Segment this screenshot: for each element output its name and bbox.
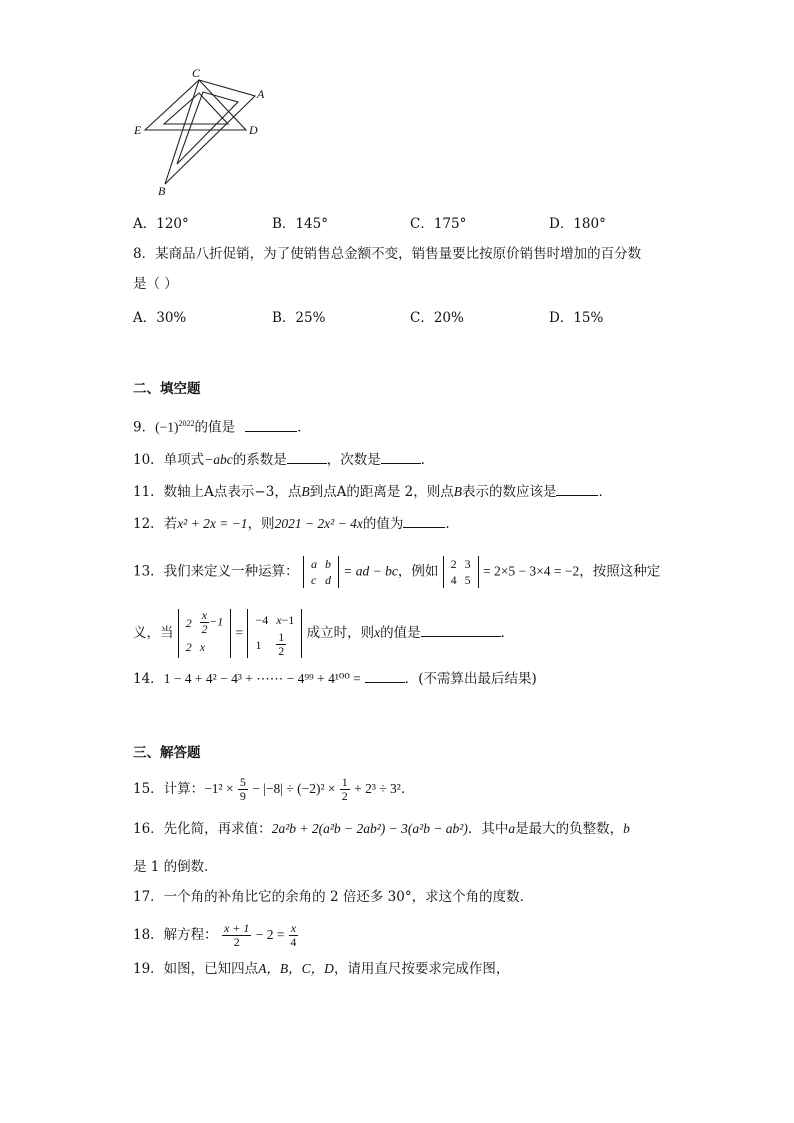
q11-t2: 到点A的距离是 2，则点 (309, 484, 454, 500)
q13-blank (421, 622, 501, 637)
q8-option-c: C．20% (410, 310, 464, 326)
q14 (133, 668, 537, 690)
q9-text: 的值是 (194, 419, 235, 436)
q19-text: 19．如图，已知四点 (133, 961, 259, 977)
q12: 12．若x² + 2x = −1，则2021 − 2x² − 4x的值为 ． (133, 513, 459, 535)
label-c: C (192, 66, 201, 80)
q16-var-a: a (508, 821, 516, 836)
q10-expr: −abc (204, 452, 233, 467)
q19-t2: ，请用直尺按要求完成作图， (333, 961, 510, 977)
q18-mid: − 2 = (255, 927, 285, 942)
label-e: E (134, 123, 142, 137)
q9-base: (−1) (155, 419, 179, 435)
q13-example-determinant: 2 3 4 5 (443, 556, 479, 588)
q8-line1: 8．某商品八折促销，为了使销售总金额不变，销售量要比按原价销售时增加的百分数 (133, 246, 642, 262)
q9-exp: 2022 (178, 419, 195, 428)
q12-blank (403, 513, 445, 528)
q13-num: 13．我们来定义一种运算： (133, 563, 299, 580)
q10-t2: ，次数是 (326, 452, 381, 468)
q12-expr1: x² + 2x = −1 (177, 516, 248, 531)
q12-t2: 的值为 (362, 516, 404, 532)
q14-blank (365, 668, 405, 683)
q8-option-d: D．15% (549, 310, 604, 326)
q18 (133, 922, 298, 949)
section-title-fill-in: 二、填空题 (133, 381, 201, 397)
q15-frac-2: $\frac{1}{2}$ (341, 775, 348, 803)
q12-expr2: 2021 − 2x² − 4x (274, 516, 363, 531)
q7-option-c: C．175° (410, 216, 467, 232)
q11: 11．数轴上A点表示−3，点B到点A的距离是 2，则点B表示的数应该是 ． (133, 481, 612, 503)
q11-point-b: B (301, 484, 310, 499)
label-a: A (257, 87, 265, 101)
q16-var-b: b (623, 821, 630, 836)
section-title-solve: 三、解答题 (133, 745, 201, 761)
q16-line1 (133, 818, 630, 840)
q13-example-rhs: = 2×5 − 3×4 = −2 (482, 563, 580, 579)
q13-def-rhs: = ad − bc (343, 563, 398, 579)
q13-right-determinant: −4 x−1 1 $\frac{1}{2}$ (247, 609, 302, 658)
q10-num: 10．单项式 (133, 452, 205, 468)
q19-points: A，B，C，D (258, 961, 334, 976)
q8-option-b: B．25% (272, 310, 326, 326)
q7-options (133, 212, 613, 234)
q15-expr-c: + 2³ ÷ 3²． (354, 781, 415, 796)
q15-expr-a: −1² × (204, 781, 234, 796)
label-d: D (249, 123, 258, 137)
q15-frac-1: $\frac{5}{9}$ (239, 775, 246, 803)
q12-num: 12．若 (133, 516, 178, 532)
q15 (133, 776, 414, 803)
q11-point-b2: B (453, 484, 462, 499)
triangle-ced-inner (164, 93, 228, 124)
q9-blank (245, 417, 297, 432)
set-squares-figure (130, 62, 290, 202)
q13-var-x: x (374, 625, 381, 640)
triangle-ced-outer (145, 80, 246, 130)
q13-line2-b: 成立时，则 (306, 625, 375, 641)
triangle-cab-outer (165, 80, 255, 184)
q11-blank (556, 481, 598, 496)
q7-option-b: B．145° (272, 216, 328, 232)
q7-option-d: D．180° (549, 216, 606, 232)
q18-num: 18．解方程： (133, 927, 218, 943)
q16-line2: 是 1 的倒数． (133, 859, 218, 875)
q13-t1: ，例如 (397, 563, 439, 580)
q13-t2: ，按照这种定 (579, 563, 661, 580)
q12-t1: ，则 (247, 516, 275, 532)
q10-t1: 的系数是 (232, 452, 287, 468)
q13-def-determinant: a b c d (303, 556, 339, 588)
q11-text: 11．数轴上A点表示−3，点 (133, 484, 302, 500)
q18-frac-left: $\frac{x + 1}{2}$ (223, 921, 250, 949)
q18-frac-right: $\frac{x}{4}$ (290, 921, 297, 949)
q9-num: 9． (133, 419, 156, 436)
q10-blank-1 (287, 449, 327, 464)
q13-line2: 义，当 2 $\frac{x}{2}$ −1 2 x = −4 x−1 1 $\frac{1}{2}$ 成立时，则x的值是 ． (133, 608, 515, 658)
q13-line2-c: 的值是 (380, 625, 421, 641)
q16-t1: ．其中 (467, 821, 509, 837)
q7-option-a: A．120° (133, 216, 189, 232)
q8-options (133, 306, 613, 328)
q11-t3: 表示的数应该是 (461, 484, 557, 500)
q16-num: 16．先化简，再求值： (133, 821, 272, 837)
q14-num: 14． (133, 671, 164, 687)
q16-expr: 2a²b + 2(a²b − 2ab²) − 3(a²b − ab²) (271, 821, 468, 836)
q10: 10．单项式−abc的系数是 ，次数是 ． (133, 449, 434, 471)
q8-option-a: A．30% (133, 310, 187, 326)
q16-t2: 是最大的负整数， (515, 821, 624, 837)
q17: 17．一个角的补角比它的余角的 2 倍还多 30°，求这个角的度数． (133, 889, 534, 905)
q8-line2: 是（ ） (133, 276, 178, 292)
q14-note: ．(不需算出最后结果) (404, 671, 537, 687)
q19 (133, 958, 509, 980)
q15-num: 15．计算： (133, 781, 205, 797)
q14-expr: 1 − 4 + 4² − 4³ + ⋯⋯ − 4⁹⁹ + 4¹⁰⁰ = (163, 671, 361, 686)
q9: 9．$(-1)^{2022}$的值是 ． (133, 413, 311, 439)
label-b: B (158, 184, 166, 198)
q13-left-determinant: 2 $\frac{x}{2}$ −1 2 x (178, 609, 231, 658)
q13-line1 (133, 556, 660, 588)
q15-expr-b: − |−8| ÷ (−2)² × (252, 781, 336, 796)
q10-blank-2 (381, 449, 421, 464)
q13-line2-a: 义，当 (133, 625, 174, 641)
